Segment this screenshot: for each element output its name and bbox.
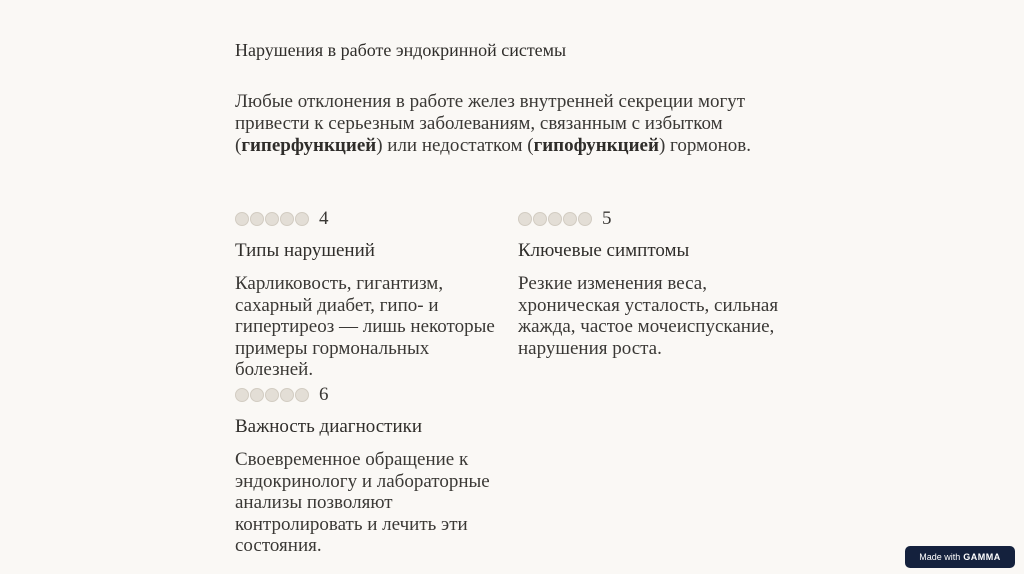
card-header: [518, 208, 788, 230]
intro-paragraph: [235, 91, 795, 157]
dot-icon: [548, 212, 562, 226]
card-number: 6: [319, 384, 329, 405]
dot-icon: [235, 388, 249, 402]
dot-icon: [235, 212, 249, 226]
rating-dots: [518, 212, 592, 226]
dot-icon: [250, 388, 264, 402]
card-text: Своевременное обращение к эндокринологу и лабораторные анализы позволяют контролировать и лечить эти состояния.: [235, 449, 490, 556]
rating-dots: [235, 388, 309, 402]
dot-icon: [518, 212, 532, 226]
card-diagnostics-importance: [235, 384, 505, 557]
card-disorder-types: [235, 208, 505, 381]
dot-icon: [533, 212, 547, 226]
slide-title: Нарушения в работе эндокринной системы: [235, 40, 567, 60]
badge-prefix: Made with: [919, 552, 961, 562]
dot-icon: [280, 388, 294, 402]
card-number: 4: [319, 208, 329, 229]
card-number: 5: [602, 208, 612, 229]
dot-icon: [280, 212, 294, 226]
card-title: Ключевые симптомы: [518, 240, 690, 261]
dot-icon: [265, 388, 279, 402]
card-text: Карликовость, гигантизм, сахарный диабет, гипо- и гипертиреоз — лишь некоторые примеры гормональных болезней.: [235, 273, 495, 380]
dot-icon: [265, 212, 279, 226]
card-title: Типы нарушений: [235, 240, 375, 261]
gamma-logo: GAMMA: [963, 552, 1001, 562]
intro-text-1: Любые отклонения в работе желез внутренней секреции могут привести к серьезным заболеваниям, связанным с избытком (: [235, 91, 746, 156]
intro-bold-hyperfunction: гиперфункцией: [241, 135, 377, 156]
dot-icon: [295, 212, 309, 226]
card-title: Важность диагностики: [235, 416, 423, 437]
card-key-symptoms: [518, 208, 788, 359]
dot-icon: [250, 212, 264, 226]
dot-icon: [578, 212, 592, 226]
card-text: Резкие изменения веса, хроническая усталость, сильная жажда, частое мочеиспускание, нарушения роста.: [518, 273, 779, 359]
intro-bold-hypofunction: гипофункцией: [533, 135, 659, 156]
card-header: [235, 384, 505, 406]
dot-icon: [563, 212, 577, 226]
card-header: [235, 208, 505, 230]
made-with-gamma-badge[interactable]: [905, 546, 1015, 568]
rating-dots: [235, 212, 309, 226]
dot-icon: [295, 388, 309, 402]
intro-text-3: ) гормонов.: [658, 135, 751, 156]
intro-text-2: ) или недостатком (: [376, 135, 534, 156]
